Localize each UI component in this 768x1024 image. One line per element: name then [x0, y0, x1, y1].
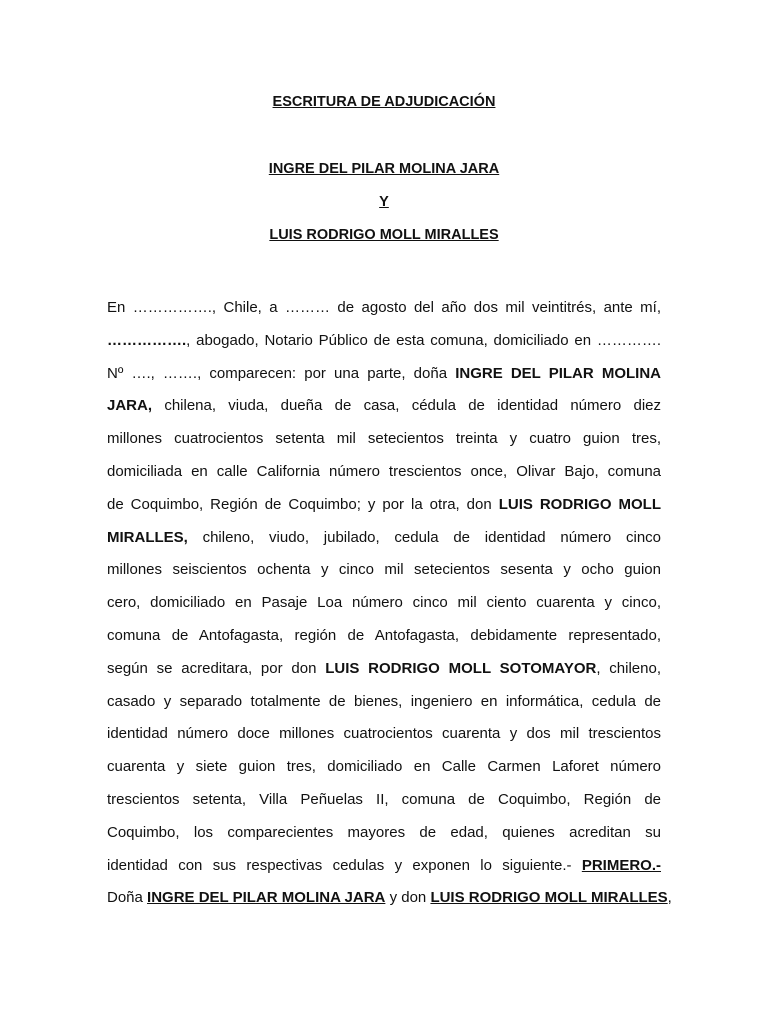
text-run: chileno, viudo, jubilado, cedula de identidad número cinco: [202, 528, 661, 546]
text-run: cuarenta y siete guion tres, domiciliado en Calle Carmen Laforet número: [107, 758, 661, 776]
text-run: de Coquimbo, Región de Coquimbo; y por la otra, don: [107, 495, 492, 513]
party-name-underlined: LUIS RODRIGO MOLL MIRALLES: [430, 889, 668, 907]
party-name-bold: JARA,: [107, 397, 153, 415]
body-line: [107, 554, 661, 587]
body-line: [107, 587, 661, 620]
text-run: En ……………., Chile, a ……… de agosto del año dos mil veintitrés, ante mí,: [107, 299, 661, 316]
body-line: [107, 653, 661, 686]
party-name-bold: MIRALLES,: [107, 528, 188, 546]
text-run: casado y separado totalmente de bienes, ingeniero en informática, cedula de: [107, 692, 661, 710]
party-name-bold: LUIS RODRIGO MOLL: [498, 495, 661, 513]
text-run: Doña: [107, 889, 143, 907]
notary-name-placeholder: …………….: [107, 331, 187, 349]
text-run: cero, domiciliado en Pasaje Loa número cinco mil ciento cuarenta y cinco,: [107, 594, 661, 612]
body-line: [107, 390, 661, 423]
body-line: [107, 882, 672, 915]
body-line: [107, 423, 661, 456]
body-line: [107, 718, 661, 751]
text-run: y don: [389, 889, 427, 907]
text-run: Nº …., ……., comparecen: por una parte, doña: [107, 364, 448, 382]
body-line: [107, 456, 661, 489]
body-line: [107, 850, 661, 883]
body-line: [107, 751, 661, 784]
body-line: [107, 325, 661, 358]
body-line: [107, 292, 661, 325]
text-run: chilena, viuda, dueña de casa, cédula de identidad número diez: [164, 397, 661, 415]
body-line: [107, 784, 661, 817]
party-name-bold: INGRE DEL PILAR MOLINA: [455, 364, 661, 382]
text-run: , abogado, Notario Público de esta comuna, domiciliado en ………….: [186, 331, 661, 349]
text-run: trescientos setenta, Villa Peñuelas II, comuna de Coquimbo, Región de: [107, 790, 661, 808]
text-run: según se acreditara, por don: [107, 659, 317, 677]
body-line: [107, 522, 661, 555]
representative-name-bold: LUIS RODRIGO MOLL SOTOMAYOR: [325, 659, 597, 677]
text-run: Coquimbo, los comparecientes mayores de edad, quienes acreditan su: [107, 823, 661, 841]
deed-body-paragraph: [107, 292, 672, 915]
body-line: [107, 686, 661, 719]
text-run: identidad con sus respectivas cedulas y exponen lo siguiente.-: [107, 856, 572, 874]
body-line: [107, 489, 661, 522]
body-line: [107, 358, 661, 391]
text-run: millones cuatrocientos setenta mil setecientos treinta y cuatro guion tres,: [107, 430, 661, 448]
body-line: [107, 620, 661, 653]
text-run: identidad número doce millones cuatrocientos cuarenta y dos mil trescientos: [107, 725, 661, 743]
party-name-underlined: INGRE DEL PILAR MOLINA JARA: [147, 889, 386, 907]
body-line: [107, 817, 661, 850]
party-two-heading: LUIS RODRIGO MOLL MIRALLES: [269, 227, 499, 243]
text-run: domiciliada en calle California número trescientos once, Olivar Bajo, comuna: [107, 462, 661, 480]
text-run: , chileno,: [596, 659, 661, 677]
party-one-heading: INGRE DEL PILAR MOLINA JARA: [268, 161, 500, 177]
conjunction-heading: Y: [379, 194, 389, 210]
clause-heading-primero: PRIMERO.-: [581, 856, 661, 874]
text-run: millones seiscientos ochenta y cinco mil setecientos sesenta y ocho guion: [107, 561, 661, 579]
text-run: ,: [667, 889, 672, 907]
text-run: comuna de Antofagasta, región de Antofagasta, debidamente representado,: [107, 626, 661, 644]
document-title: ESCRITURA DE ADJUDICACIÓN: [272, 94, 496, 110]
